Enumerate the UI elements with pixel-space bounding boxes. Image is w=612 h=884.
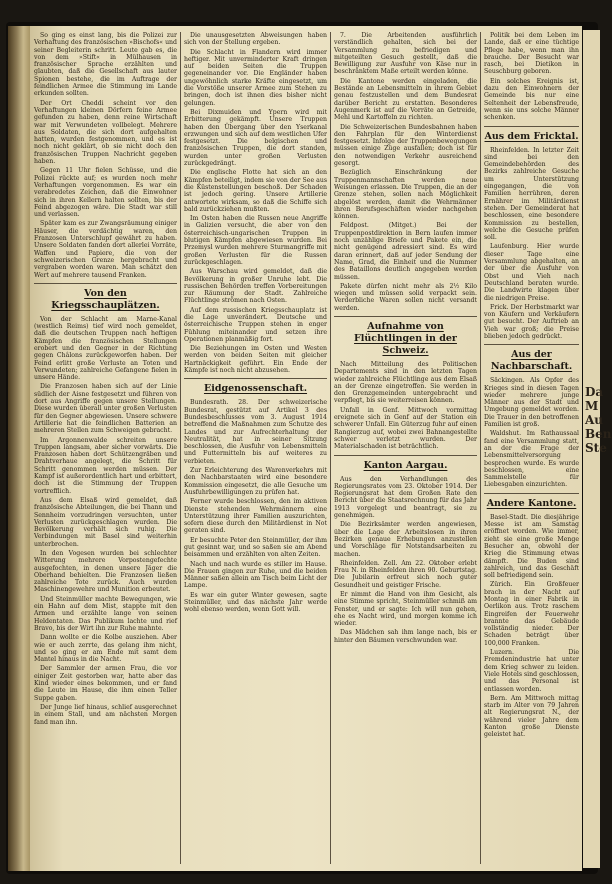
column-1: [34, 32, 177, 867]
next-page-edge: [583, 30, 612, 868]
section-heading: Von den Kriegsschauplätzen.: [51, 287, 160, 311]
section-heading: Andere Kantone.: [486, 497, 577, 509]
section-rule: [484, 493, 579, 494]
article-paragraph: Ein solches Ereignis ist, dazu den Einwohnern der Gemeinde bis nur eine Seltenheit der Lebensfreude, wenn sie uns solche Männer schenken.: [484, 77, 579, 122]
section-rule: [334, 455, 477, 456]
article-paragraph: Pakete dürfen nicht mehr als 2½ Kilo wiegen und müssen solid verpackt sein. Verderbliche Waren sollen nicht versandt werden.: [334, 282, 477, 312]
article-paragraph: Säckingen. Als Opfer des Krieges sind in diesen Tagen wieder mehrere junge Männer aus der Stadt und Umgebung gemeldet worden. Die Trauer in den betroffenen Familien ist groß.: [484, 377, 579, 429]
article-paragraph: Die Beziehungen im Osten und Westen werden von beiden Seiten mit gleicher Hartnäckigkeit geführt. Ein Ende der Kämpfe ist noch nicht abzusehen.: [184, 345, 327, 375]
section-heading: Aufnahme von Flüchtlingen in der Schweiz.: [354, 320, 457, 356]
column-rule: [480, 32, 481, 864]
article-paragraph: Laufenburg. Hier wurde dieser Tage eine Versammlung abgehalten, an der über die Ausfuhr von Obst und Vieh nach Deutschland beraten wurde. Die Landwirte klagen über die niedrigen Preise.: [484, 243, 579, 302]
article-paragraph: In den Vogesen wurden bei schlechter Witterung mehrere Vorpostengefechte ausgefochten, in denen unsere Jäger die Oberhand behielten. Die Franzosen ließen zahlreiche Tote zurück. Auch wurden Maschinengewehre und Munition erbeutet.: [34, 550, 177, 594]
article-paragraph: Er nimmt die Hand von ihm Gesicht, als eine Stimme spricht, Steinmüller schmiß am Fenster, und er sagte: Ich will nun gehen, ehe es Nacht wird, und morgen komme ich wieder.: [334, 591, 477, 628]
article-paragraph: Der Ort Cheddi scheint vor den Verhaftungen kleinen Dörfern feine Armee gefunden zu haben, denn reine Wirtschaft war mit Verwundeten vollbelegt. Mehrere aus Soldaten, die sich dort aufgehalten hatten, wurden festgenommen, und es ist noch nicht geklärt, ob sie nicht doch den französischen Truppen Nachricht gegeben haben.: [34, 99, 177, 166]
article-paragraph: Die Schweizerischen Bundesbahnen haben den Fahrplan für den Winterdienst festgesetzt. Infolge der Truppenbewegungen müssen einige Züge ausfallen; doch ist für den notwendigen Verkehr ausreichend gesorgt.: [334, 123, 477, 168]
article-paragraph: Der Junge lief hinaus, schlief ausgerechnet in einem Stall, und am nächsten Morgen fand man ihn.: [34, 703, 177, 726]
section-heading: Aus dem Fricktal.: [484, 130, 579, 142]
article-paragraph: Unfall in Genf. Mittwoch vormittag ereignete sich in Genf auf der Station ein schwerer Unfall. Ein Güterzug fuhr auf einen Rangierzug auf, wobei zwei Bahnangestellte schwer verletzt wurden. Der Materialschaden ist beträchtlich.: [334, 406, 477, 451]
article-paragraph: Er besuchte Peter den Steinmüller, der ihm gut gesinnt war, und so saßen sie am Abend beisammen und erzählten von alten Zeiten.: [184, 536, 327, 559]
section-rule: [484, 126, 579, 127]
section-rule: [184, 378, 327, 379]
article-paragraph: Aus den Verhandlungen des Regierungsrates vom 23. Oktober 1914. Der Regierungsrat hat dem Großen Rate den Bericht über die Staatsrechnung für das Jahr 1913 vorgelegt und beantragt, sie zu genehmigen.: [334, 475, 477, 520]
section-rule: [34, 283, 177, 284]
article-paragraph: Rheinfelden. In letzter Zeit sind bei den Gemeindebehörden des Bezirks zahlreiche Gesuche um Unterstützung eingegangen, die von Familien herrühren, deren Ernährer im Militärdienst stehen. Der Gemeinderat hat beschlossen, eine besondere Kommission zu bestellen, welche die Gesuche prüfen soll.: [484, 146, 579, 242]
article-paragraph: Die Schlacht in Flandern wird immer heftiger. Mit unverminderter Kraft dringen auf beiden Seiten die Truppen gegeneinander vor. Die Engländer haben ungewöhnlich starke Kräfte eingesetzt, um die Vorstöße unserer Armee zum Stehen zu bringen, doch ist ihnen dies bisher nicht gelungen.: [184, 48, 327, 107]
article-paragraph: So ging es einst lang, bis die Polizei zur Verhaftung des französischen »Bischofs« und seiner Begleiterin schritt. Leute gab es, die von dem »Stift« in Mülhausen in französischer Sprache erzählten und glaubten, daß die Gesellschaft aus lauter Spionen bestehe, die im Auftrage der feindlichen Armee die Stimmung im Lande erkunden sollten.: [34, 32, 177, 98]
article-paragraph: Waldshut. Im Rathaussaal fand eine Versammlung statt, an der die Frage der Lebensmittelversorgung besprochen wurde. Es wurde beschlossen, eine Sammelstelle für Liebesgaben einzurichten.: [484, 430, 579, 489]
article-paragraph: Rheinfelden. Zell. Am 22. Oktober erlebt Frau N. in Rheinfelden ihren 90. Geburtstag. Die Jubilarin erfreut sich noch guter Gesundheit und geistiger Frische.: [334, 559, 477, 589]
column-4: [484, 32, 579, 867]
article-paragraph: Luzern. Die Fremdenindustrie hat unter dem Krieg schwer zu leiden. Viele Hotels sind geschlossen, und das Personal ist entlassen worden.: [484, 649, 579, 693]
article-paragraph: Aus dem Elsaß wird gemeldet, daß französische Abteilungen, die bei Thann und Sennheim vorzudringen versuchten, unter Verlusten zurückgeschlagen wurden. Die Bevölkerung verhält sich ruhig. Die Verbindungen mit Basel sind weiterhin unterbrochen.: [34, 496, 177, 548]
next-page-fragment: Ste: [585, 441, 607, 455]
next-page-fragment: M: [585, 399, 599, 413]
article-paragraph: Aus Warschau wird gemeldet, daß die Bevölkerung in großer Unruhe lebt. Die russischen Behörden treffen Vorbereitungen zur Räumung der Stadt. Zahlreiche Flüchtlinge strömen nach Osten.: [184, 268, 327, 305]
article-paragraph: Zur Erleichterung des Warenverkehrs mit den Nachbarstaaten wird eine besondere Kommission eingesetzt, die alle Gesuche um Ausfuhrbewilligungen zu prüfen hat.: [184, 467, 327, 496]
article-paragraph: Die Franzosen haben sich auf der Linie südlich der Aisne festgesetzt und führen von dort aus Angriffe gegen unsere Stellungen. Diese wurden überall unter großen Verlusten für den Gegner abgewiesen. Unsere schwere Artillerie hat die feindlichen Batterien an mehreren Stellen zum Schweigen gebracht.: [34, 383, 177, 435]
article-paragraph: Es war ein guter Winter gewesen, sagte Steinmüller, und das nächste Jahr werde wohl ebenso werden, wenn Gott will.: [184, 591, 327, 614]
article-paragraph: Die unausgesetzten Abweisungen haben sich von der Stellung ergeben.: [184, 32, 327, 47]
article-paragraph: Gegen 11 Uhr fielen Schüsse, und die Polizei rückte auf; es wurden noch mehr Verhaftungen vorgenommen. Es war ein verabredetes Zeichen, daß die Einwohner sich in ihren Kellern halten sollten, bis der Feind abgezogen wäre. Die Stadt war still und verlassen.: [34, 167, 177, 219]
column-rule: [330, 32, 331, 864]
article-paragraph: Auf dem russischen Kriegsschauplatz ist die Lage unverändert. Deutsche und österreichische Truppen stehen in enger Fühlung miteinander und setzen ihre Operationen planmäßig fort.: [184, 306, 327, 343]
article-paragraph: Das Mädchen sah ihm lange nach, bis er hinter den Bäumen verschwunden war.: [334, 629, 477, 644]
article-paragraph: Zürich. Ein Großfeuer brach in der Nacht auf Montag in einer Fabrik in Oerlikon aus. Trotz raschem Eingreifen der Feuerwehr brannte das Gebäude vollständig nieder. Der Schaden beträgt über 100,000 Franken.: [484, 581, 579, 647]
book-spine: [8, 26, 30, 871]
section-heading: Aus der Nachbarschaft.: [490, 349, 573, 373]
section-rule: [334, 316, 477, 317]
article-paragraph: Dann wollte er die Kolbe ausziehen. Aber wie er auch zerrte, das gelang ihm nicht, und so ging er am Ende mit samt dem Mantel hinaus in die Nacht.: [34, 634, 177, 664]
next-page-peek: [585, 385, 612, 455]
article-paragraph: Feldpost. (Mitget.) Bei der Truppenpostdirektion in Bern laufen immer noch unzählige Briefe und Pakete ein, die nicht genügend adressiert sind. Es wird daran erinnert, daß auf jeder Sendung der Name, Grad, die Einheit und die Nummer des Bataillons deutlich angegeben werden müssen.: [334, 222, 477, 281]
section-heading: Kanton Aargau.: [363, 459, 448, 471]
article-paragraph: Ferner wurde beschlossen, den im aktiven Dienste stehenden Wehrmännern eine Unterstützung ihrer Familien auszurichten, sofern diese durch den Militärdienst in Not geraten sind.: [184, 498, 327, 535]
article-paragraph: Die englische Flotte hat sich an den Kämpfen beteiligt, indem sie von der See aus die Küstenstellungen beschoß. Der Schaden ist jedoch gering. Unsere Artillerie antwortete wirksam, so daß die Schiffe sich bald zurückziehen mußten.: [184, 169, 327, 213]
next-page-fragment: Ben: [585, 427, 612, 441]
column-rule: [180, 32, 181, 864]
column-3: [334, 32, 477, 867]
newspaper-page: [30, 26, 582, 871]
article-paragraph: Von der Schlacht am Marne-Kanal (westlich Reims) tief wird noch gemeldet, daß die deutschen Truppen nach heftigen Kämpfen die französischen Stellungen erobert und den Gegner in der Richtung gegen Châlons zurückgeworfen haben. Der Feind erlitt große Verluste an Toten und Verwundeten; zahlreiche Gefangene fielen in unsere Hände.: [34, 315, 177, 382]
next-page-fragment: Da: [585, 385, 604, 399]
article-paragraph: Bezüglich Einschränkung der Truppenmannschaften werden neue Weisungen erlassen. Die Truppen, die an der Grenze stehen, sollen nach Möglichkeit abgelöst werden, damit die Wehrmänner ihren Berufsgeschäften wieder nachgehen können.: [334, 169, 477, 221]
article-paragraph: Nach und nach wurde es stiller im Hause. Die Frauen gingen zur Ruhe, und die beiden Männer saßen allein am Tisch beim Licht der Lampe.: [184, 560, 327, 590]
article-paragraph: Bei Dixmuiden und Ypern wird mit Erbitterung gekämpft. Unsere Truppen haben den Übergang über den Yserkanal erzwungen und sich auf dem westlichen Ufer festgesetzt. Die belgischen und französischen Truppen, die dort standen, wurden unter großen Verlusten zurückgedrängt.: [184, 108, 327, 168]
next-page-fragment: Au: [585, 413, 604, 427]
article-paragraph: Der Sammler der armen Frau, die vor einiger Zeit gestorben war, hatte aber das Kind wieder eines bekommen, und er fand die Leute im Hause, die ihm einen Teller Suppe gaben.: [34, 665, 177, 702]
article-paragraph: Politik bei dem Leben im Lande, daß er eine tüchtige Pflege habe, wenn man ihn brauche. Der Besucht war rasch, bei Dietikon in Seuschburg geboren.: [484, 32, 579, 76]
column-2: [184, 32, 327, 867]
article-paragraph: Die Kantone werden eingeladen, die Bestände an Lebensmitteln in ihrem Gebiet genau festzustellen und dem Bundesrat darüber Bericht zu erstatten. Besonderes Augenmerk ist auf die Vorräte an Getreide, Mehl und Kartoffeln zu richten.: [334, 77, 477, 122]
article-paragraph: Im Argonnenwalde schreiten unsere Truppen langsam, aber sicher vorwärts. Die Franzosen haben dort Schützengräben und Drahtverhaue angelegt, die Schritt für Schritt genommen werden müssen. Der Kampf ist außerordentlich hart und erbittert, doch ist die Stimmung der Truppen vortrefflich.: [34, 436, 177, 495]
section-rule: [484, 344, 579, 345]
article-paragraph: Im Osten haben die Russen neue Angriffe in Galizien versucht, die aber von den österreichisch-ungarischen Truppen in blutigen Kämpfen abgewiesen wurden. Bei Przemysl wurden mehrere Sturmangriffe mit großen Verlusten für die Russen zurückgeschlagen.: [184, 215, 327, 266]
article-paragraph: Und Steinmüller machte Bewegungen, wie ein Hahn auf dem Mist, stappte mit den Armen und erzählte lange von seinen Heldentaten. Das Publikum lachte und rief Bravo, bis der Wirt ihn zur Ruhe mahnte.: [34, 595, 177, 632]
article-paragraph: Frick. Der Herbstmarkt war von Käufern und Verkäufern gut besucht. Der Auftrieb an Vieh war groß; die Preise blieben jedoch gedrückt.: [484, 303, 579, 340]
article-paragraph: Später kam es zur Zwangsräumung einiger Häuser, die verdächtig waren, den Franzosen Unterschlupf gewährt zu haben. Unsere Soldaten fanden dort allerlei Vorräte, Waffen und Papiere, die von der schweizerischen Grenze hergebracht und vergraben worden waren. Man schätzt den Wert auf mehrere tausend Franken.: [34, 220, 177, 279]
article-paragraph: 7. Die Arbeitenden ausführlich verständlich gehalten, sich bei der Versammlung zu befriedigen und mitgeteilten Gesuch gestellt, daß die Bewilligung zur Ausfuhr von Käse nur in beschränktem Maße erteilt werden könne.: [334, 32, 477, 76]
article-paragraph: Bern. Am Mittwoch mittag starb im Alter von 79 Jahren alt Regierungsrat N., der während vieler Jahre dem Kanton große Dienste geleistet hat.: [484, 694, 579, 739]
article-paragraph: Bundesrath. 28. Der schweizerische Bundesrat, gestützt auf Artikel 3 des Bundesbeschlusses vom 3. August 1914 betreffend die Maßnahmen zum Schutze des Landes und zur Aufrechterhaltung der Neutralität, hat in seiner Sitzung beschlossen, die Ausfuhr von Lebensmitteln und Futtermitteln bis auf weiteres zu verbieten.: [184, 399, 327, 465]
article-paragraph: Nach Mitteilung des Politischen Departements sind in den letzten Tagen wieder zahlreiche Flüchtlinge aus dem Elsaß an der Grenze eingetroffen. Sie werden in den Grenzgemeinden untergebracht und verpflegt, bis sie weiterreisen können.: [334, 360, 477, 405]
article-paragraph: Die Bezirksämter werden angewiesen, über die Lage der Arbeitslosen in ihren Bezirken genaue Erhebungen anzustellen und Vorschläge für Notstandsarbeiten zu machen.: [334, 521, 477, 558]
section-heading: Eidgenossenschaft.: [203, 383, 308, 395]
article-paragraph: Basel-Stadt. Die diesjährige Messe ist am Samstag eröffnet worden. Wie immer, zieht sie eine große Menge Besucher an, obwohl der Krieg die Stimmung etwas dämpft. Die Buden sind zahlreich, und das Geschäft soll befriedigend sein.: [484, 513, 579, 580]
